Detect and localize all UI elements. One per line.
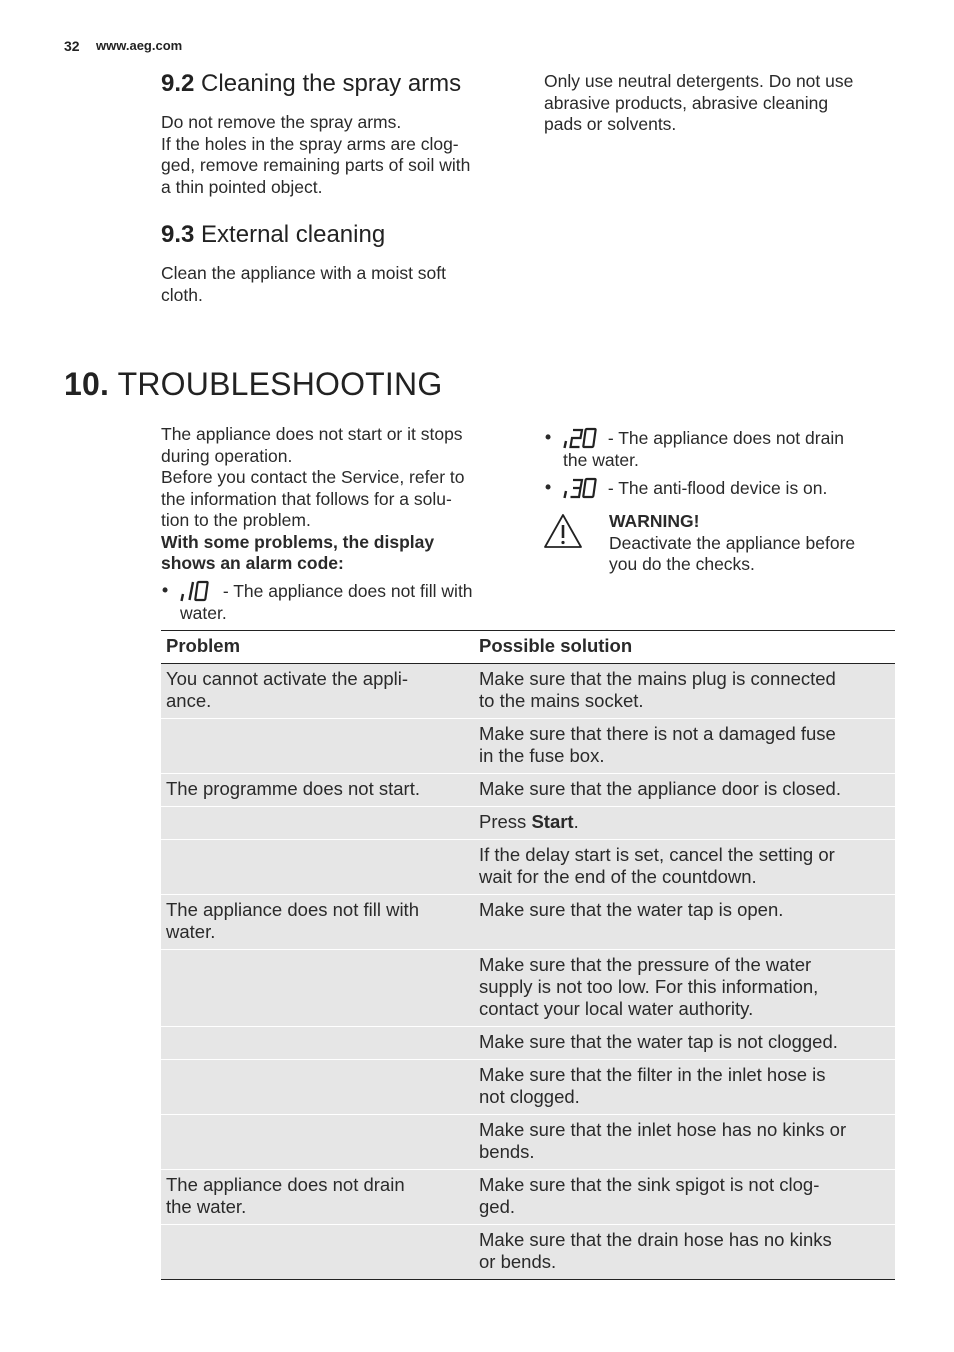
alarm-intro-line: shows an alarm code: — [161, 553, 344, 573]
problem-cell — [161, 1225, 474, 1280]
column-header-solution: Possible solution — [474, 631, 895, 664]
table-row — [161, 840, 895, 895]
table-row — [161, 950, 895, 1027]
problem-cell: The appliance does not drain the water. — [161, 1170, 474, 1225]
solution-cell: Make sure that the sink spigot is not clog- ged. — [474, 1170, 895, 1225]
alarm-text: - The appliance does not drain — [603, 428, 844, 448]
solution-cell: Make sure that the mains plug is connected to the mains socket. — [474, 664, 895, 719]
paragraph-line: pads or solvents. — [544, 114, 677, 134]
troubleshooting-intro — [161, 424, 465, 575]
problem-cell: You cannot activate the appli- ance. — [161, 664, 474, 719]
paragraph-line: If the holes in the spray arms are clog- — [161, 133, 459, 154]
column-header-problem: Problem — [161, 631, 474, 664]
problem-cell — [161, 840, 474, 895]
table-row — [161, 719, 895, 774]
alarm-text-cont: water. — [180, 602, 227, 623]
solution-text: Press — [479, 811, 532, 832]
paragraph-line: abrasive products, abrasive cleaning — [544, 92, 829, 113]
chapter-title: TROUBLESHOOTING — [117, 366, 443, 402]
table-row — [161, 1027, 895, 1060]
start-button-label: Start — [531, 811, 574, 832]
section-9-3-body — [161, 263, 446, 306]
paragraph-line: Clean the appliance with a moist soft — [161, 263, 447, 283]
paragraph-line: cloth. — [161, 284, 203, 305]
warning-line: Deactivate the appliance before — [609, 532, 856, 553]
paragraph-line: tion to the problem. — [161, 510, 311, 530]
alarm-code-i30-icon — [563, 477, 599, 499]
solution-cell: If the delay start is set, cancel the setting or wait for the end of the countdown. — [474, 840, 895, 895]
alarm-text: - The anti-flood device is on. — [603, 478, 828, 498]
solution-cell: Make sure that the drain hose has no kinks or bends. — [474, 1225, 895, 1280]
paragraph-line: during operation. — [161, 445, 293, 466]
solution-cell: Make sure that the pressure of the water supply is not too low. For this information, contact your local water authority. — [474, 950, 895, 1027]
alarm-item — [162, 580, 473, 624]
alarm-text: - The appliance does not fill with — [218, 581, 473, 601]
alarm-intro-line: With some problems, the display — [161, 531, 435, 552]
table-row — [161, 895, 895, 950]
table-row — [161, 1225, 895, 1280]
alarm-code-i10-icon — [180, 580, 214, 602]
table-row — [161, 774, 895, 807]
warning-title: WARNING! — [609, 511, 700, 531]
site-url: www.aeg.com — [96, 38, 183, 53]
page-number: 32 — [64, 38, 80, 54]
table-header-row — [161, 631, 895, 664]
alarm-item — [545, 477, 828, 500]
problem-cell: The appliance does not fill with water. — [161, 895, 474, 950]
chapter-number: 10. — [64, 366, 110, 402]
table-row — [161, 664, 895, 719]
paragraph-line: Do not remove the spray arms. — [161, 112, 402, 132]
warning-triangle-icon — [543, 513, 583, 549]
solution-cell: Make sure that there is not a damaged fuse in the fuse box. — [474, 719, 895, 774]
alarm-code-i20-icon — [563, 427, 599, 449]
solution-cell — [474, 807, 895, 840]
problem-cell: The programme does not start. — [161, 774, 474, 807]
paragraph-line: ged, remove remaining parts of soil with — [161, 155, 471, 175]
problem-cell — [161, 950, 474, 1027]
section-title: Cleaning the spray arms — [201, 70, 462, 97]
bullet-icon: • — [545, 427, 552, 447]
bullet-icon: • — [545, 477, 552, 497]
solution-cell: Make sure that the water tap is open. — [474, 895, 895, 950]
table-row — [161, 1060, 895, 1115]
paragraph-line: a thin pointed object. — [161, 176, 323, 197]
paragraph-line: the information that follows for a solu- — [161, 488, 452, 509]
section-number: 9.3 — [161, 221, 195, 248]
chapter-heading — [64, 366, 442, 403]
detergent-note — [544, 71, 853, 136]
warning-box — [609, 511, 855, 576]
solution-cell: Make sure that the filter in the inlet hose is not clogged. — [474, 1060, 895, 1115]
problem-cell — [161, 1060, 474, 1115]
table-row — [161, 1115, 895, 1170]
solution-cell: Make sure that the water tap is not clogged. — [474, 1027, 895, 1060]
table-row — [161, 1170, 895, 1225]
section-number: 9.2 — [161, 70, 195, 97]
problem-cell — [161, 1115, 474, 1170]
section-9-2-body — [161, 112, 470, 198]
solution-text: . — [573, 811, 579, 832]
section-9-3-heading — [161, 221, 385, 249]
alarm-text-cont: the water. — [563, 449, 639, 470]
paragraph-line: Before you contact the Service, refer to — [161, 467, 465, 487]
bullet-icon: • — [162, 580, 169, 600]
warning-line: you do the checks. — [609, 554, 755, 574]
table-row — [161, 807, 895, 840]
section-title: External cleaning — [201, 221, 386, 248]
paragraph-line: Only use neutral detergents. Do not use — [544, 71, 854, 91]
problem-cell — [161, 1027, 474, 1060]
paragraph-line: The appliance does not start or it stops — [161, 424, 463, 444]
problem-cell — [161, 719, 474, 774]
problem-cell — [161, 807, 474, 840]
alarm-item — [545, 427, 844, 471]
section-9-2-heading — [161, 70, 461, 98]
troubleshooting-table — [161, 630, 895, 1280]
solution-cell: Make sure that the appliance door is closed. — [474, 774, 895, 807]
solution-cell: Make sure that the inlet hose has no kinks or bends. — [474, 1115, 895, 1170]
